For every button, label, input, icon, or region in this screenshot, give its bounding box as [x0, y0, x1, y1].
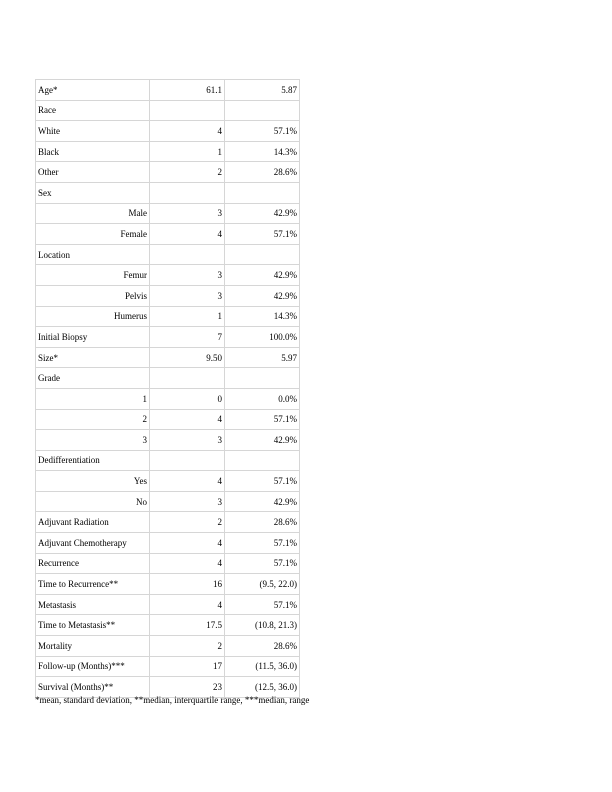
row-percent: 14.3% [225, 141, 300, 162]
table-row [36, 594, 300, 615]
row-percent: (11.5, 36.0) [225, 656, 300, 677]
table-row [36, 121, 300, 142]
table-row [36, 265, 300, 286]
row-percent: 28.6% [225, 636, 300, 657]
row-percent [225, 182, 300, 203]
row-label: Black [36, 141, 150, 162]
row-label: No [36, 491, 150, 512]
row-label: Initial Biopsy [36, 327, 150, 348]
row-count: 2 [150, 636, 225, 657]
row-count: 2 [150, 162, 225, 183]
table-row [36, 430, 300, 451]
row-label: Location [36, 244, 150, 265]
row-label: Age* [36, 80, 150, 101]
table-row [36, 409, 300, 430]
row-percent: (9.5, 22.0) [225, 574, 300, 595]
row-percent: 14.3% [225, 306, 300, 327]
row-label: Mortality [36, 636, 150, 657]
row-percent: 5.97 [225, 347, 300, 368]
table-row [36, 368, 300, 389]
table-row [36, 533, 300, 554]
table-row [36, 285, 300, 306]
row-label: Adjuvant Chemotherapy [36, 533, 150, 554]
row-label: Grade [36, 368, 150, 389]
row-count: 0 [150, 388, 225, 409]
row-percent: 5.87 [225, 80, 300, 101]
row-label: White [36, 121, 150, 142]
row-percent: 57.1% [225, 409, 300, 430]
row-label: Humerus [36, 306, 150, 327]
row-count [150, 244, 225, 265]
row-count: 4 [150, 594, 225, 615]
row-percent: 57.1% [225, 553, 300, 574]
row-label: Femur [36, 265, 150, 286]
table-row [36, 162, 300, 183]
footnote: *mean, standard deviation, **median, interquartile range, ***median, range [35, 695, 310, 705]
row-percent: 42.9% [225, 203, 300, 224]
row-count [150, 100, 225, 121]
row-label: 3 [36, 430, 150, 451]
row-count: 1 [150, 141, 225, 162]
table-row [36, 100, 300, 121]
summary-table [35, 79, 300, 698]
row-count: 4 [150, 553, 225, 574]
row-percent: 57.1% [225, 533, 300, 554]
row-percent: 42.9% [225, 430, 300, 451]
row-count [150, 182, 225, 203]
row-label: Metastasis [36, 594, 150, 615]
table-row [36, 347, 300, 368]
table-row [36, 574, 300, 595]
row-percent: 28.6% [225, 162, 300, 183]
row-count: 3 [150, 265, 225, 286]
row-count: 1 [150, 306, 225, 327]
row-percent: 28.6% [225, 512, 300, 533]
row-label: Male [36, 203, 150, 224]
table-row [36, 450, 300, 471]
table-body [36, 80, 300, 698]
row-count: 3 [150, 285, 225, 306]
row-percent: (12.5, 36.0) [225, 677, 300, 698]
row-label: Female [36, 224, 150, 245]
row-label: Time to Metastasis** [36, 615, 150, 636]
row-count [150, 368, 225, 389]
row-label: Yes [36, 471, 150, 492]
row-label: Time to Recurrence** [36, 574, 150, 595]
table-row [36, 512, 300, 533]
row-count: 23 [150, 677, 225, 698]
row-percent [225, 450, 300, 471]
row-label: Sex [36, 182, 150, 203]
row-count: 3 [150, 491, 225, 512]
row-count [150, 450, 225, 471]
table-row [36, 80, 300, 101]
row-label: Follow-up (Months)*** [36, 656, 150, 677]
row-count: 4 [150, 121, 225, 142]
row-label: 2 [36, 409, 150, 430]
row-percent: 0.0% [225, 388, 300, 409]
table-row [36, 656, 300, 677]
row-percent: 57.1% [225, 594, 300, 615]
row-percent: 42.9% [225, 265, 300, 286]
row-count: 16 [150, 574, 225, 595]
row-label: Survival (Months)** [36, 677, 150, 698]
row-percent: 100.0% [225, 327, 300, 348]
row-count: 7 [150, 327, 225, 348]
row-label: Pelvis [36, 285, 150, 306]
row-percent: 57.1% [225, 121, 300, 142]
table-row [36, 182, 300, 203]
row-count: 17 [150, 656, 225, 677]
row-count: 4 [150, 224, 225, 245]
row-label: Recurrence [36, 553, 150, 574]
table-row [36, 141, 300, 162]
row-percent: (10.8, 21.3) [225, 615, 300, 636]
row-percent [225, 244, 300, 265]
table-row [36, 327, 300, 348]
table-row [36, 244, 300, 265]
row-count: 17.5 [150, 615, 225, 636]
row-label: Adjuvant Radiation [36, 512, 150, 533]
row-count: 4 [150, 471, 225, 492]
table-row [36, 615, 300, 636]
row-label: Dedifferentiation [36, 450, 150, 471]
row-count: 4 [150, 533, 225, 554]
table-row [36, 491, 300, 512]
row-percent: 57.1% [225, 224, 300, 245]
table-row [36, 224, 300, 245]
table-row [36, 553, 300, 574]
row-label: Race [36, 100, 150, 121]
row-count: 3 [150, 430, 225, 451]
row-count: 2 [150, 512, 225, 533]
row-count: 61.1 [150, 80, 225, 101]
row-label: 1 [36, 388, 150, 409]
table-row [36, 203, 300, 224]
row-percent: 42.9% [225, 491, 300, 512]
table-row [36, 471, 300, 492]
table-row [36, 306, 300, 327]
row-label: Size* [36, 347, 150, 368]
row-count: 4 [150, 409, 225, 430]
row-percent: 42.9% [225, 285, 300, 306]
row-label: Other [36, 162, 150, 183]
row-percent [225, 368, 300, 389]
table-row [36, 636, 300, 657]
row-percent: 57.1% [225, 471, 300, 492]
row-percent [225, 100, 300, 121]
row-count: 3 [150, 203, 225, 224]
row-count: 9.50 [150, 347, 225, 368]
table-row [36, 388, 300, 409]
